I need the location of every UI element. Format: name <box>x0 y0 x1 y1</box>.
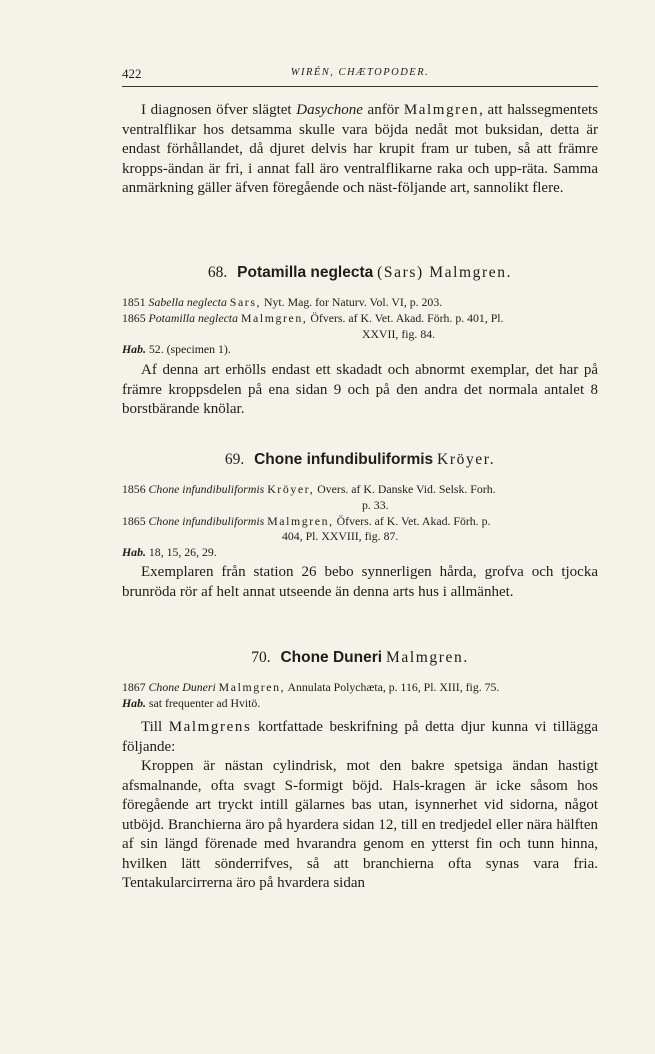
reference-continuation: p. 33. <box>362 497 389 512</box>
section-number: 70. <box>251 649 271 666</box>
intro-paragraph <box>122 101 598 199</box>
species-name: Chone infundibuliformis <box>254 451 434 468</box>
para-text-a: Till <box>141 719 169 735</box>
species-name: Chone Duneri <box>280 649 383 666</box>
author-malmgrens: Malmgrens <box>168 719 252 735</box>
hab-label: Hab. <box>122 342 146 357</box>
habitat-line <box>122 696 600 712</box>
para-text-b: kortfattade beskrifning på detta djur kunna vi tillägga följande: <box>122 719 598 755</box>
habitat-line <box>122 342 600 358</box>
reference-line <box>122 514 600 530</box>
genus-dasychone: Dasychone <box>296 102 363 118</box>
species-author: (Sars) Malmgren. <box>377 264 513 281</box>
ref-year: 1865 <box>122 513 146 528</box>
ref-year: 1867 <box>122 680 146 694</box>
section-69-title <box>122 451 598 469</box>
intro-text-b: anför <box>362 102 404 118</box>
ref-author: Kröyer, <box>267 482 315 496</box>
habitat-line <box>122 545 600 561</box>
intro-text-a: I diagnosen öfver slägtet <box>141 102 297 118</box>
hab-label: Hab. <box>122 545 146 560</box>
section-70-title <box>122 649 598 667</box>
ref-author: Sars, <box>229 295 262 309</box>
paragraph-intro <box>122 718 598 757</box>
ref-taxon: Chone infundibuliformis <box>148 482 265 496</box>
reference-line <box>122 482 600 498</box>
reference-continuation: 404, Pl. XXVIII, fig. 87. <box>282 529 399 544</box>
ref-taxon: Chone Duneri <box>148 680 216 694</box>
reference-line <box>122 295 600 311</box>
hab-text: sat frequenter ad Hvitö. <box>148 695 261 710</box>
section-68-title <box>122 264 598 282</box>
ref-taxon: Chone infundibuliformis <box>148 513 265 528</box>
page-number: 422 <box>122 66 142 81</box>
hab-text: 18, 15, 26, 29. <box>148 545 217 560</box>
paragraph-description: Kroppen är nästan cylindrisk, mot den bakre spetsiga ändan hastigt afsmalnande, ofta svagt S-formigt böjd. Hals-kragen är icke såsom hos föregående art tryckt intill gälarnes bas utan, isynnerhet vid sidorna, något utböjd. Branchierna äro på hyardera sidan 12, till en tredjedel eller nära hälften af sin längd förenade med hvarandra genom en ytterst fin och tunn hinna, hvilken lätt sönderrifves, så att branchierna ofta synas vara fria. Tentakularcirrerna äro på hvardera sidan <box>122 758 598 891</box>
ref-text: Overs. af K. Danske Vid. Selsk. Forh. <box>317 482 496 496</box>
ref-text: Öfvers. af K. Vet. Akad. Förh. p. <box>336 513 491 528</box>
paragraph-text: Exemplaren från station 26 bebo synnerligen hårda, grofva och tjocka brunröda rör af helt annat utseende än denna arts hus i allmänhet. <box>122 564 598 600</box>
ref-year: 1851 <box>122 295 146 309</box>
ref-text: Öfvers. af K. Vet. Akad. Förh. p. 401, Pl. <box>310 310 504 325</box>
author-malmgren: Malmgren <box>403 102 480 118</box>
section-69-references <box>122 482 600 561</box>
section-70-references <box>122 680 600 712</box>
ref-text: Annulata Polychæta, p. 116, Pl. XIII, fig. 75. <box>287 680 500 694</box>
reference-continuation: XXVII, fig. 84. <box>362 326 436 341</box>
ref-author: Malmgren, <box>218 680 286 694</box>
section-number: 69. <box>224 451 245 468</box>
species-author: Malmgren. <box>385 649 469 666</box>
section-68-references <box>122 295 600 358</box>
paragraph-text: Af denna art erhölls endast ett skadadt och abnormt exemplar, det har på främre kroppsdelen på ena sidan 9 och på den andra det normala antalet 8 borstbärande knölar. <box>122 362 598 417</box>
ref-year: 1856 <box>122 482 146 496</box>
ref-year: 1865 <box>122 310 146 325</box>
page-header <box>122 66 598 87</box>
hab-label: Hab. <box>122 695 146 710</box>
intro-text-c: , <box>479 102 483 118</box>
reference-line <box>122 311 600 327</box>
section-number: 68. <box>207 264 228 281</box>
species-author: Kröyer. <box>437 451 496 468</box>
reference-line <box>122 680 600 696</box>
species-name: Potamilla neglecta <box>237 264 374 281</box>
ref-taxon: Sabella neglecta <box>148 295 227 309</box>
intro-text-rest: att halssegmentets ventralflikar hos detsamma skulle vara böjda nedåt mot buksidan, detta är endast förhållandet, då djuret delvis har krupit fram ur tuben, så att främre kropps-ändan är fri, i annat fall äro ventralflikarne raka och upp-räta. Samma anmärkning gäller äfven föregående och näst-följande art, sannolikt flere. <box>122 102 599 196</box>
ref-text: Nyt. Mag. for Naturv. Vol. VI, p. 203. <box>264 295 443 309</box>
ref-taxon: Potamilla neglecta <box>148 310 238 325</box>
section-70-paragraphs <box>122 718 598 894</box>
ref-author: Malmgren, <box>240 310 308 325</box>
section-69-paragraph <box>122 563 598 602</box>
hab-text: 52. (specimen 1). <box>148 342 231 357</box>
ref-author: Malmgren, <box>267 513 334 528</box>
running-head: WIRÉN, CHÆTOPODER. <box>290 67 430 78</box>
section-68-paragraph <box>122 361 598 420</box>
